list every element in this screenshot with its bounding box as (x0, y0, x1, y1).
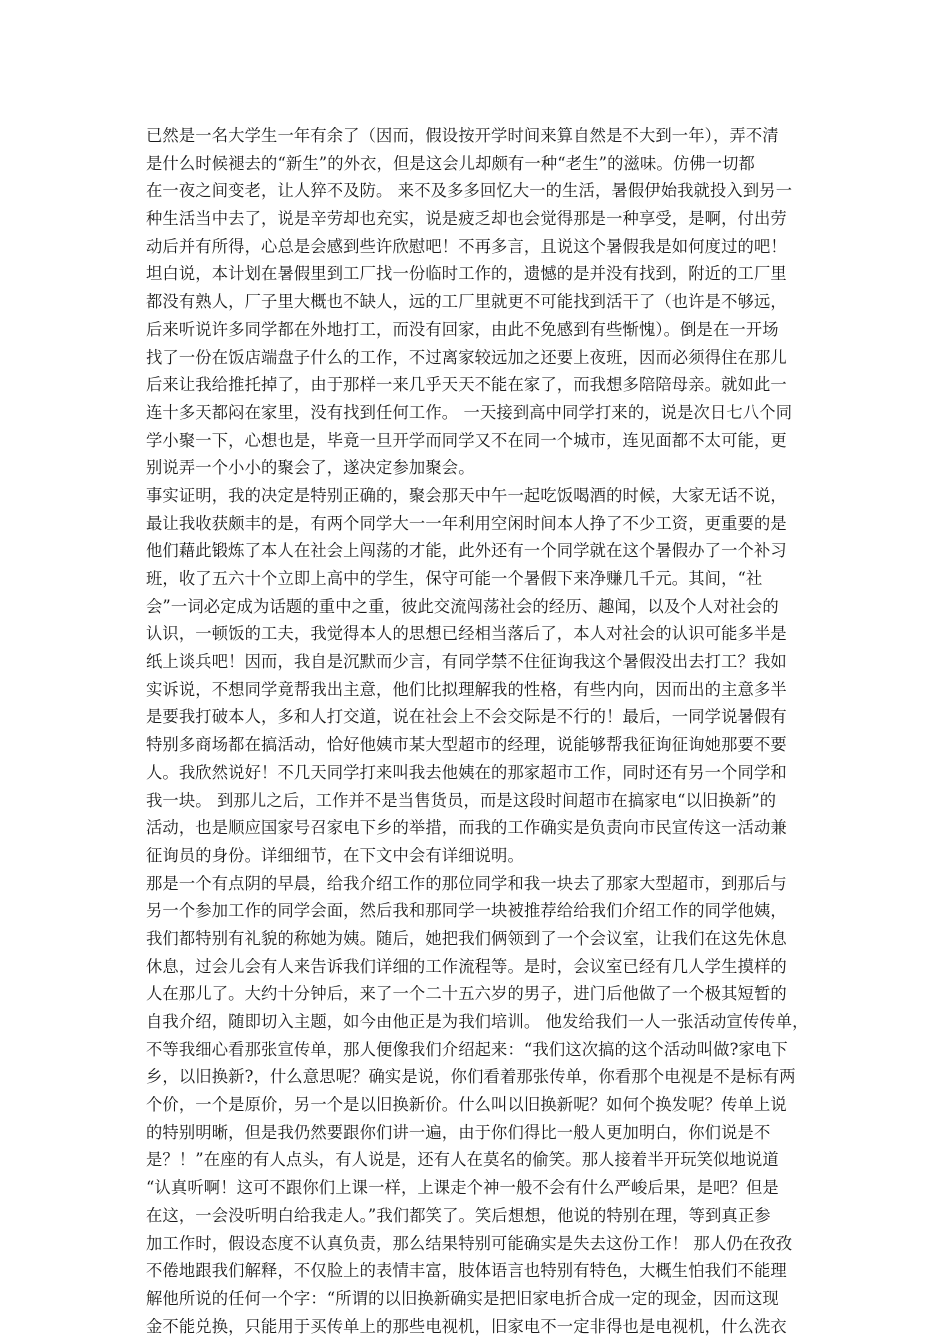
text-line: 纸上谈兵吧！因而，我自是沉默而少言，有同学禁不住征询我这个暑假没出去打工？我如 (146, 652, 787, 672)
text-line: 后来让我给推托掉了，由于那样一来几乎天天不能在家了，而我想多陪陪母亲。就如此一 (146, 375, 787, 395)
text-line: 乡，以旧换新?，什么意思呢？确实是说，你们看着那张传单，你看那个电视是不是标有两 (146, 1067, 796, 1087)
text-line: 人在那儿了。大约十分钟后，来了一个二十五六岁的男子，进门后他做了一个极其短暂的 (146, 984, 787, 1004)
text-line: 后来听说许多同学都在外地打工，而没有回家，由此不免感到有些惭愧）。倒是在一开场 (146, 319, 779, 339)
text-line: 坦白说，本计划在暑假里到工厂找一份临时工作的，遗憾的是并没有找到，附近的工厂里 (146, 264, 787, 284)
text-line: 另一个参加工作的同学会面，然后我和那同学一块被推荐给给我们介绍工作的同学他姨， (146, 901, 787, 921)
text-line: 不倦地跟我们解释，不仅脸上的表情丰富，肢体语言也特别有特色，大概生怕我们不能理 (146, 1261, 787, 1281)
text-line: 特别多商场都在搞活动，恰好他姨市某大型超市的经理，说能够帮我征询征询她那要不要 (146, 735, 787, 755)
text-line: 我一块。 到那儿之后，工作并不是当售货员，而是这段时间超市在搞家电“以旧换新”的 (146, 790, 777, 810)
text-line: 别说弄一个小小的聚会了，遂决定参加聚会。 (146, 458, 475, 478)
text-line: 种生活当中去了，说是辛劳却也充实，说是疲乏却也会觉得那是一种享受，是啊，付出劳 (146, 209, 787, 229)
text-line: 都没有熟人，厂子里大概也不缺人，远的工厂里就更不可能找到活干了（也许是不够远， (146, 292, 787, 312)
text-line: 会”一词必定成为话题的重中之重，彼此交流闯荡社会的经历、趣闻，以及个人对社会的 (146, 596, 779, 616)
text-line: 自我介绍，随即切入主题，如今由他正是为我们培训。 他发给我们一人一张活动宣传传单， (146, 1012, 809, 1031)
text-line: 是要我打破本人，多和人打交道，说在社会上不会交际是不行的！最后，一同学说暑假有 (146, 707, 787, 727)
text-line: 活动，也是顺应国家号召家电下乡的举措，而我的工作确实是负责向市民宣传这一活动兼 (146, 818, 787, 838)
text-line: 在这，一会没听明白给我走人。”我们都笑了。笑后想想，他说的特别在理，等到真正参 (146, 1205, 771, 1225)
text-line: 实诉说，不想同学竟帮我出主意，他们比拟理解我的性格，有些内向，因而出的主意多半 (146, 679, 787, 699)
text-line: 我们都特别有礼貌的称她为姨。随后，她把我们俩领到了一个会议室，让我们在这先休息 (146, 928, 787, 948)
text-line: 是？！”在座的有人点头，有人说是，还有人在莫名的偷笑。那人接着半开玩笑似地说道 (146, 1150, 779, 1170)
text-line: 休息，过会儿会有人来告诉我们详细的工作流程等。是时，会议室已经有几人学生摸样的 (146, 956, 787, 976)
text-line: 最让我收获颇丰的是，有两个同学大一一年利用空闲时间本人挣了不少工资，更重要的是 (146, 513, 787, 533)
text-line: 他们藉此锻炼了本人在社会上闯荡的才能，此外还有一个同学就在这个暑假办了一个补习 (146, 541, 787, 561)
text-line: 认识，一顿饭的工夫，我觉得本人的思想已经相当落后了，本人对社会的认识可能多半是 (146, 624, 787, 644)
text-line: 班，收了五六十个立即上高中的学生，保守可能一个暑假下来净赚几千元。其间，“社 (146, 569, 763, 588)
text-line: 解他所说的任何一个字：“所谓的以旧换新确实是把旧家电折合成一定的现金，因而这现 (146, 1288, 779, 1308)
text-line: 找了一份在饭店端盘子什么的工作，不过离家较远加之还要上夜班，因而必须得住在那儿 (146, 347, 787, 367)
text-line: 的特别明晰，但是我仍然要跟你们讲一遍，由于你们得比一般人更加明白，你们说是不 (146, 1122, 771, 1142)
text-line: 金不能兑换，只能用于买传单上的那些电视机，旧家电不一定非得也是电视机，什么洗衣 (146, 1316, 787, 1336)
text-line: 连十多天都闷在家里，没有找到任何工作。 一天接到高中同学打来的，说是次日七八个同 (146, 402, 793, 422)
text-line: 不等我细心看那张宣传单，那人便像我们介绍起来：“我们这次搞的这个活动叫做?家电下 (146, 1039, 788, 1059)
text-line: 事实证明，我的决定是特别正确的，聚会那天中午一起吃饭喝酒的时候，大家无话不说， (146, 485, 787, 505)
text-line: 动后并有所得，心总是会感到些许欣慰吧！不再多言，且说这个暑假我是如何度过的吧！ (146, 236, 787, 256)
text-line: 人。我欣然说好！不几天同学打来叫我去他姨在的那家超市工作，同时还有另一个同学和 (146, 762, 787, 782)
text-line: 在一夜之间变老，让人猝不及防。 来不及多多回忆大一的生活，暑假伊始我就投入到另一 (146, 181, 793, 201)
text-line: 个价，一个是原价，另一个是以旧换新价。什么叫以旧换新呢？如何个换发呢？传单上说 (146, 1095, 787, 1115)
text-line: 征询员的身份。详细细节，在下文中会有详细说明。 (146, 845, 524, 865)
text-line: 是什么时候褪去的“新生”的外衣，但是这会儿却颇有一种“老生”的滋味。仿佛一切都 (146, 153, 755, 173)
text-line: 学小聚一下，心想也是，毕竟一旦开学而同学又不在同一个城市，连见面都不太可能，更 (146, 430, 787, 450)
body-text (146, 122, 810, 1340)
text-line: “认真听啊！这可不跟你们上课一样，上课走个神一般不会有什么严峻后果，是吧？但是 (146, 1178, 779, 1198)
text-line: 加工作时，假设态度不认真负责，那么结果特别可能确实是失去这份工作！ 那人仍在孜孜 (146, 1233, 793, 1253)
text-line: 那是一个有点阴的早晨，给我介绍工作的那位同学和我一块去了那家大型超市，到那后与 (146, 873, 787, 893)
text-line: 已然是一名大学生一年有余了（因而，假设按开学时间来算自然是不大到一年），弄不清 (146, 126, 779, 145)
